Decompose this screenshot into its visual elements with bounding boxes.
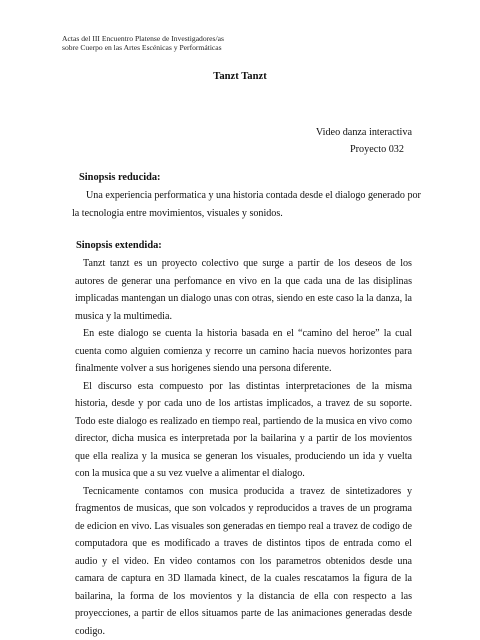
proceedings-header [62,34,224,53]
sinopsis-reducida-text [72,187,424,222]
paragraph-2: En este dialogo se cuenta la historia basada en el “camino del heroe” la cual cuenta como alguien comienza y recorre un camino hacia nuevos horizontes para finalmente volver a sus horigenes siendo una persona diferente. [75,328,412,374]
paragraph-3: El discurso esta compuesto por las distintas interpretaciones de la misma historia, desde y por cada uno de los artistas implicados, a travez de su soporte. Todo este dialogo es realizado en tiempo real, partiendo de la musica en vivo como director, dicha musica es interpretada por la bailarina y a partir de los movientos que ella realiza y la musica se generan los visuales, produciendo un ida y vuelta con la musica que a su vez vuelve a alimentar el dialogo. [75,380,412,479]
document-title: Tanzt Tanzt [213,71,267,82]
sinopsis-reducida-line-2: la tecnologia entre movimientos, visuales y sonidos. [72,207,283,219]
heading-sinopsis-reducida: Sinopsis reducida: [79,172,161,183]
paragraph-4: Tecnicamente contamos con musica producida a travez de sintetizadores y fragmentos de musicas, que son volcados y reproducidos a traves de un programa de edicion en vivo. Las visuales son generadas en tiempo real a travez de codigo de computadora que es modificado a traves de distintos tipos de entrada como el audio y el video. En video contamos con los parametros obtenidos desde una camara de captura en 3D llamada kinect, de la cuales rescatamos la figura de la bailarina, la forma de los movientos y la distancia de ella con respecto a las proyecciones, a partir de ellos situamos parte de las animaciones generadas desde codigo. [75,485,412,637]
header-line-2: sobre Cuerpo en las Artes Escénicas y Performáticas [62,43,222,53]
meta-type: Video danza interactiva [315,127,412,138]
meta-project: Proyecto 032 [349,144,404,155]
sinopsis-reducida-line-1: Una experiencia performatica y una historia contada desde el dialogo generado por [86,190,421,201]
heading-sinopsis-extendida: Sinopsis extendida: [76,240,162,251]
project-meta [316,124,412,158]
header-line-1: Actas del III Encuentro Platense de Investigadores/as [62,34,224,43]
paragraph-1: Tanzt tanzt es un proyecto colectivo que surge a partir de los deseos de los autores de generar una perfomance en vivo en la que cada una de las disiplinas implicadas mantengan un dialogo unas con otras, siendo en este caso la la danza, la musica y la multimedia. [75,258,412,322]
sinopsis-extendida-body [75,255,412,640]
